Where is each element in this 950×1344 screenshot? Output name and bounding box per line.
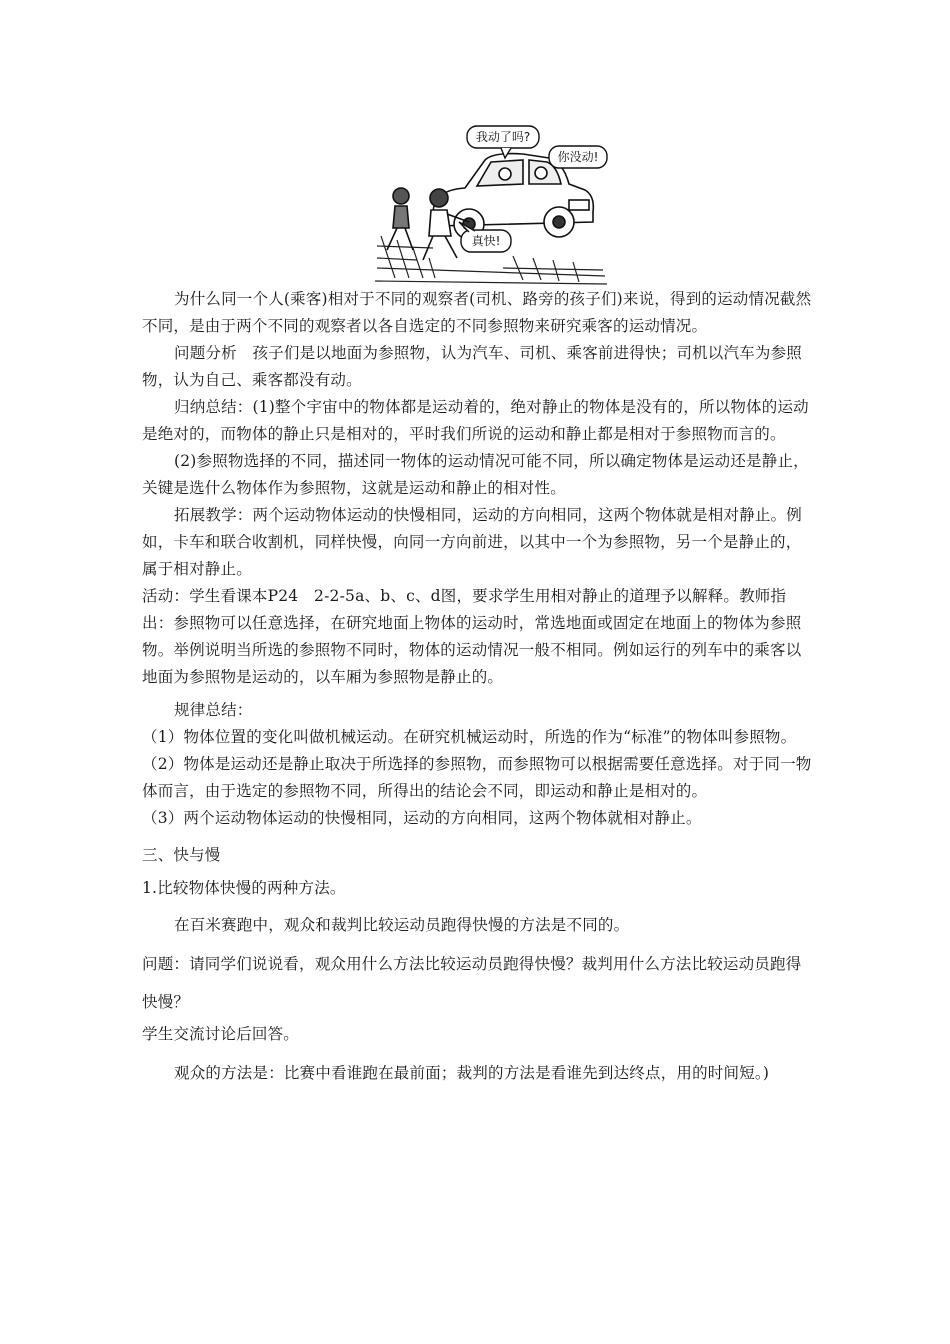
speech-bubble-driver [549,146,607,168]
paragraph-problem-analysis: 问题分析 孩子们是以地面为参照物，认为汽车、司机、乘客前进得快；司机以汽车为参照物，认为自己、乘客都没有动。 [142,344,803,389]
car-reference-frame-illustration [373,118,609,286]
section-heading-fast-slow: 三、快与慢 [142,846,221,864]
bubble-text-passenger: 我动了吗? [475,130,531,144]
bubble-text-child: 真快! [471,234,501,248]
rule-item-2: （2）物体是运动还是静止取决于所选择的参照物，而参照物可以根据需要任意选择。对于同一物体而言，由于选定的参照物不同，所得出的结论会不同，即运动和静止是相对的。 [142,755,812,800]
speech-bubble-passenger [467,126,539,158]
paragraph-sprint-intro: 在百米赛跑中，观众和裁判比较运动员跑得快慢的方法是不同的。 [174,916,630,934]
paragraph-student-discussion: 学生交流讨论后回答。 [142,1025,300,1043]
paragraph-activity: 活动：学生看课本P24 2-2-5a、b、c、d图，要求学生用相对静止的道理予以解释。教师指出：参照物可以任意选择，在研究地面上物体的运动时，常选地面或固定在地面上的物体为参照物。举例说明当所选的参照物不同时，物体的运动情况一般不相同。例如运行的列车中的乘客以地面为参照物是运动的，以车厢为参照物是静止的。 [142,587,802,686]
bubble-text-driver: 你没动! [557,150,599,164]
paragraph-summary-1: 归纳总结：(1)整个宇宙中的物体都是运动着的，绝对静止的物体是没有的，所以物体的运动是绝对的，而物体的静止只是相对的，平时我们所说的运动和静止都是相对于参照物而言的。 [142,398,809,443]
paragraph-summary-2: (2)参照物选择的不同，描述同一物体的运动情况可能不同，所以确定物体是运动还是静止，关键是选什么物体作为参照物，这就是运动和静止的相对性。 [142,452,809,497]
speech-bubble-child [459,222,511,252]
document-body [142,286,812,1092]
subsection-heading-methods: 1.比较物体快慢的两种方法。 [142,879,346,897]
paragraph-observer-explanation: 为什么同一个人(乘客)相对于不同的观察者(司机、路旁的孩子们)来说，得到的运动情况截然不同，是由于两个不同的观察者以各自选定的不同参照物来研究乘客的运动情况。 [142,290,812,335]
paragraph-answer: 观众的方法是：比赛中看谁跑在最前面；裁判的方法是看谁先到达终点，用的时间短。) [174,1064,770,1082]
paragraph-question: 问题：请同学们说说看，观众用什么方法比较运动员跑得快慢？裁判用什么方法比较运动员跑得快慢？ [142,955,802,1011]
paragraph-extension-teaching: 拓展教学：两个运动物体运动的快慢相同，运动的方向相同，这两个物体就是相对静止。例如，卡车和联合收割机，同样快慢，向同一方向前进，以其中一个为参照物，另一个是静止的，属于相对静止。 [142,506,803,578]
rule-item-3: （3）两个运动物体运动的快慢相同，运动的方向相同，这两个物体就相对静止。 [142,809,702,827]
rule-summary-heading: 规律总结： [174,701,253,719]
rule-item-1: （1）物体位置的变化叫做机械运动。在研究机械运动时，所选的作为“标准”的物体叫参照物。 [142,728,797,746]
